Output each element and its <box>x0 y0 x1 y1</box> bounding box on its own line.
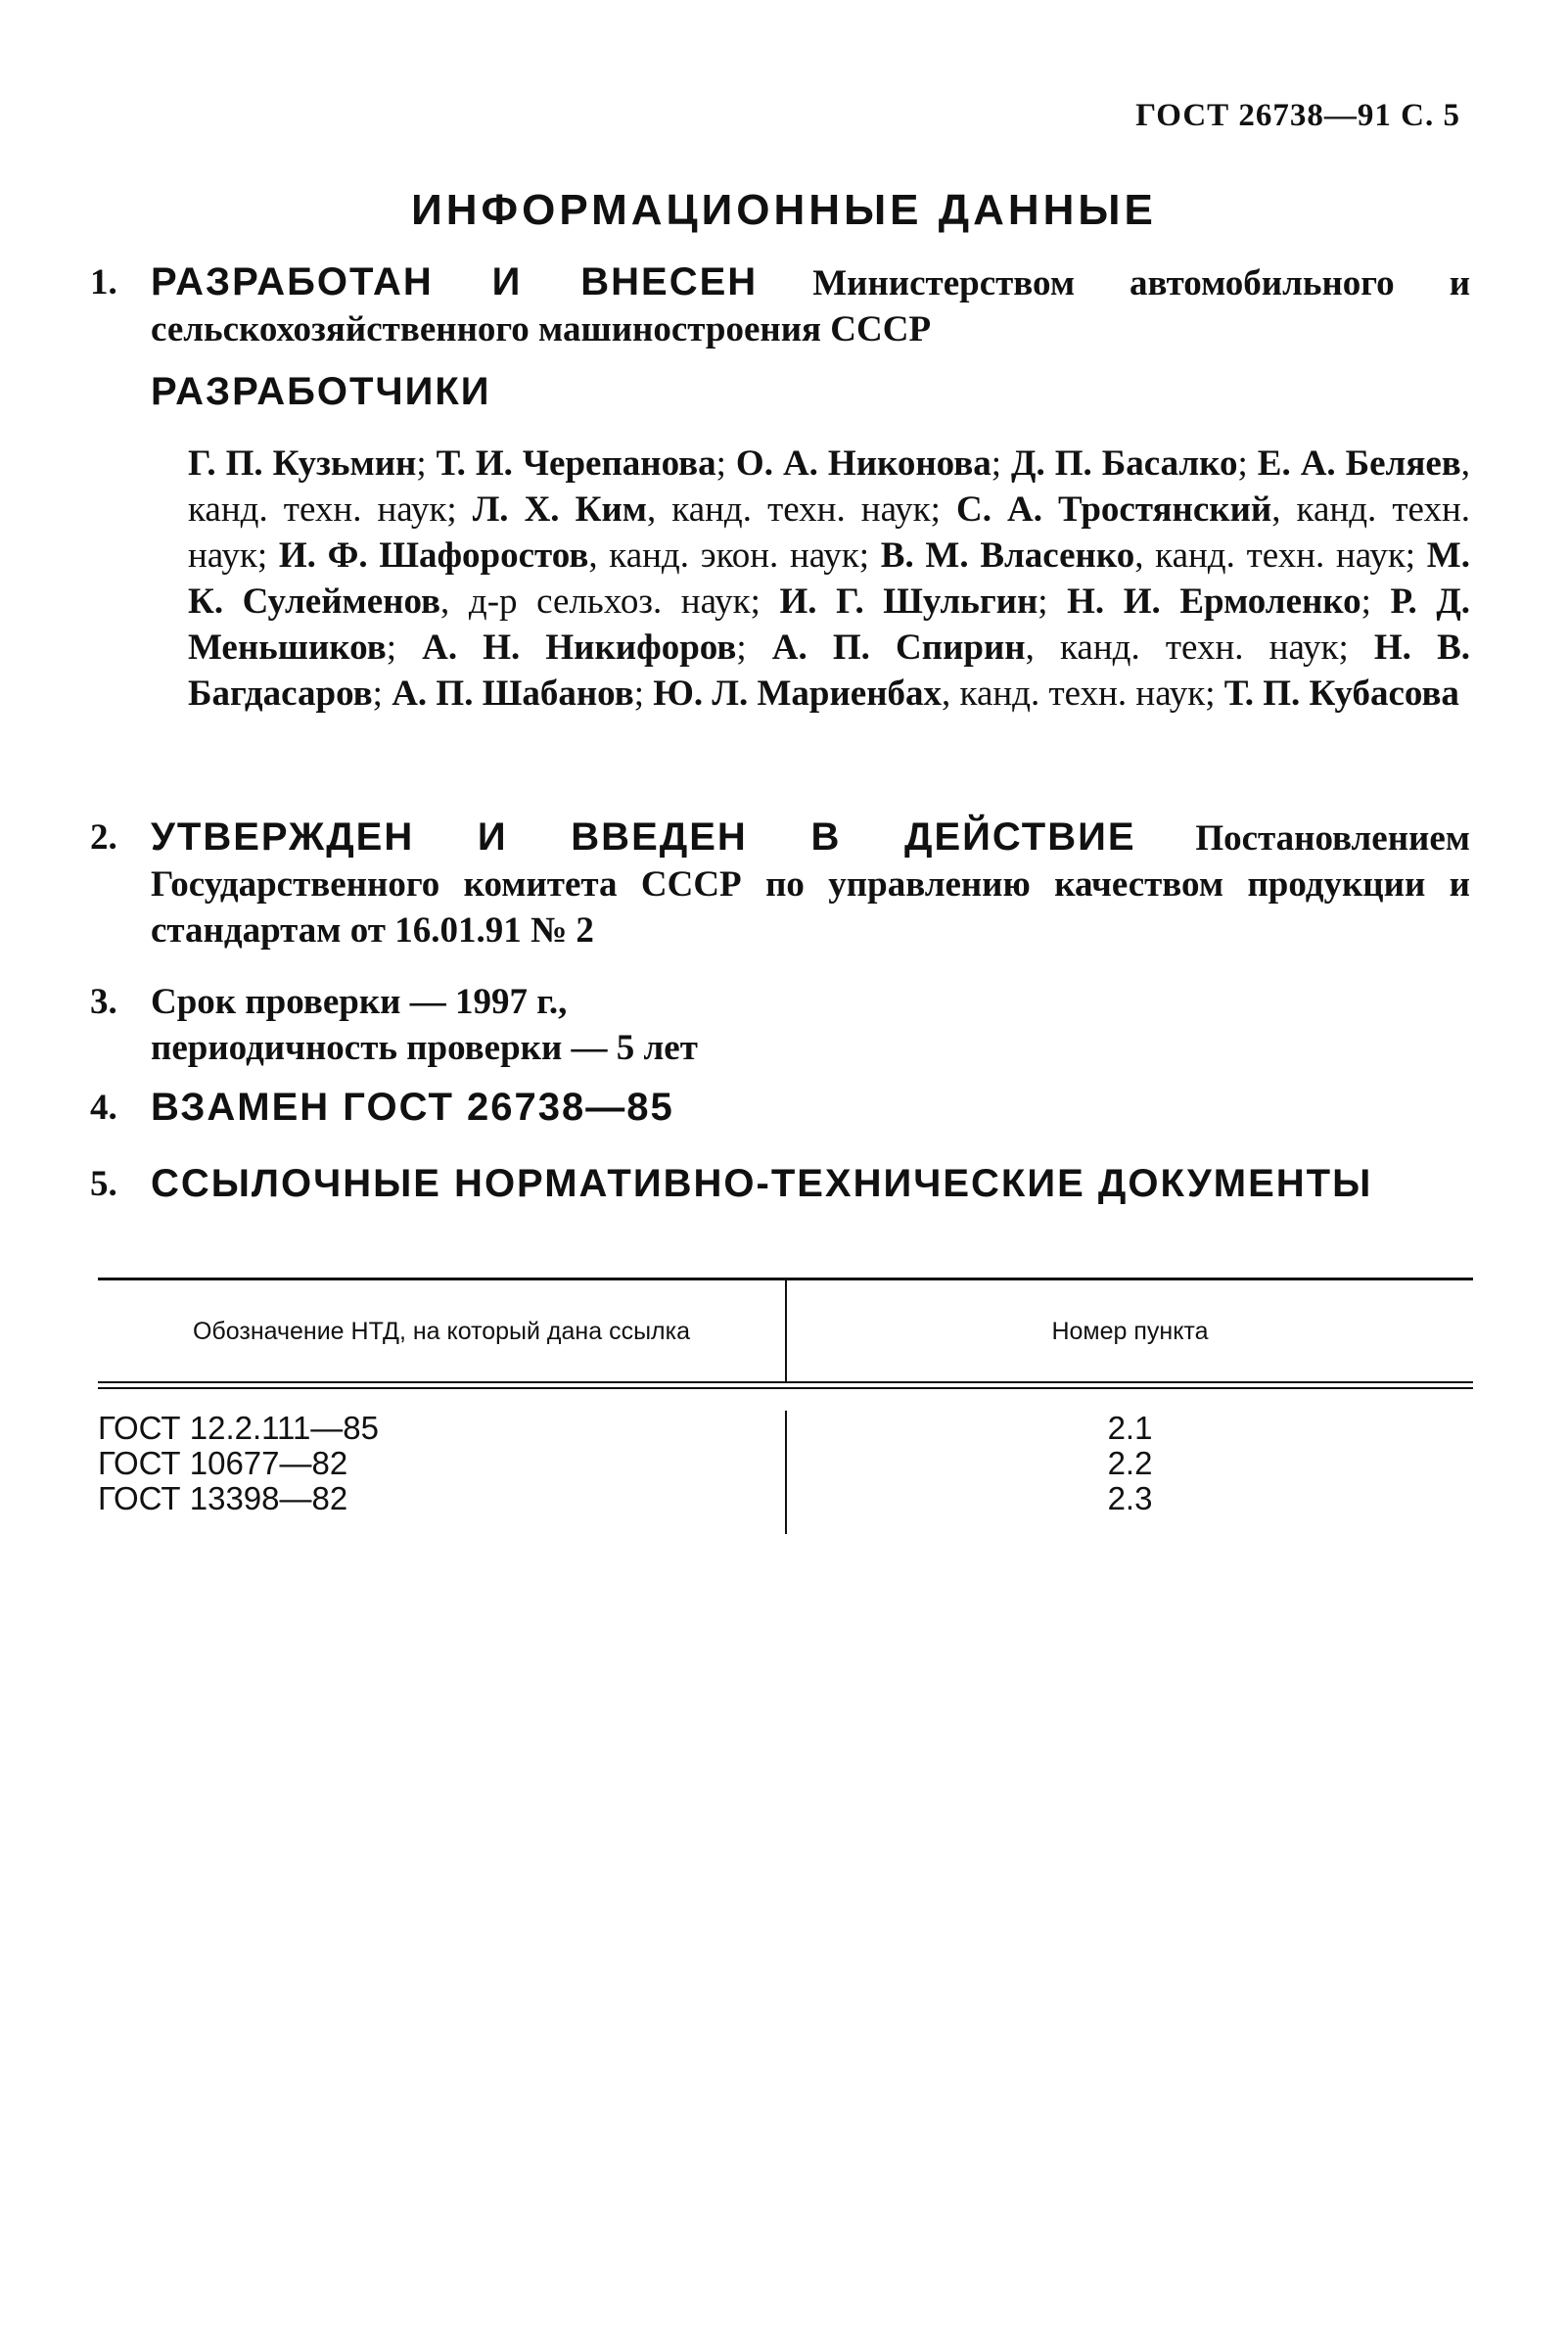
developer-separator: ; <box>446 489 473 530</box>
developer-separator: ; <box>1237 443 1258 484</box>
page-header: ГОСТ 26738—91 С. 5 <box>1135 98 1460 133</box>
item-3 <box>90 979 1470 1071</box>
developers-heading: РАЗРАБОТЧИКИ <box>151 370 491 413</box>
item-line: Срок проверки — 1997 г., <box>151 982 568 1022</box>
column-header-clause: Номер пункта <box>1051 1317 1209 1345</box>
item-heading: УТВЕРЖДЕН И ВВЕДЕН В ДЕЙСТВИЕ <box>151 815 1136 859</box>
item-number: 5. <box>90 1164 117 1204</box>
item-1 <box>90 259 1470 352</box>
developer-name: С. А. Тростянский <box>955 489 1272 530</box>
developer-separator: ; <box>991 443 1012 484</box>
item-5 <box>90 1161 1470 1208</box>
table-cell: ГОСТ 10677—82 <box>98 1445 348 1481</box>
developer-name: Р. Д. Меньшиков <box>188 581 1471 668</box>
developer-name: Г. П. Кузьмин <box>188 443 417 484</box>
table-body <box>98 1389 1473 1534</box>
developer-name: И. Г. Шульгин <box>779 581 1038 622</box>
item-heading: РАЗРАБОТАН И ВНЕСЕН <box>151 260 759 303</box>
developer-name: Ю. Л. Мариенбах <box>653 674 943 714</box>
developer-separator: ; <box>750 581 780 622</box>
table-header <box>98 1280 1473 1381</box>
developer-name: В. М. Власенко <box>880 535 1135 576</box>
item-body <box>151 814 1470 953</box>
developer-name: О. А. Никонова <box>735 443 992 484</box>
reference-table <box>98 1278 1473 1534</box>
table-cell: ГОСТ 13398—82 <box>98 1480 348 1516</box>
developer-separator: ; <box>736 628 772 668</box>
developer-name: Н. И. Ермоленко <box>1067 581 1361 622</box>
developer-degree: , канд. экон. наук <box>588 535 859 576</box>
item-line: периодичность проверки — 5 лет <box>151 1028 698 1068</box>
developer-name: Н. В. Багдасаров <box>188 628 1470 714</box>
developer-name: Т. П. Кубасова <box>1223 674 1459 714</box>
item-text: Постановлением Государственного комитета СССР по управлению качеством продукции и стандартам от 16.01.91 № 2 <box>151 818 1470 951</box>
table-column-clause <box>787 1411 1473 1534</box>
developer-name: А. Н. Никифоров <box>422 628 737 668</box>
developer-name: Л. Х. Ким <box>472 489 647 530</box>
developer-name: Т. И. Черепанова <box>436 443 716 484</box>
table-column-designation <box>98 1411 787 1534</box>
item-body <box>151 259 1470 352</box>
developer-name: А. П. Спирин <box>771 628 1026 668</box>
developer-degree: , канд. техн. наук <box>188 443 1470 530</box>
developer-separator: ; <box>1038 581 1068 622</box>
developer-degree: , канд. техн. наук <box>646 489 931 530</box>
table-cell: 2.2 <box>1107 1445 1153 1481</box>
item-heading: ВЗАМЕН ГОСТ 26738—85 <box>151 1086 674 1129</box>
developers-list <box>188 441 1470 717</box>
developer-separator: ; <box>1338 628 1374 668</box>
item-4 <box>90 1085 1470 1132</box>
developer-degree: , канд. техн. наук <box>1134 535 1406 576</box>
developer-degree: , канд. техн. наук <box>942 674 1206 714</box>
item-number: 3. <box>90 982 117 1022</box>
item-text: Министерством автомобильного и сельскохозяйственного машиностроения СССР <box>151 263 1471 349</box>
table-cell: 2.1 <box>1107 1410 1153 1446</box>
item-2 <box>90 814 1470 953</box>
developer-separator: ; <box>633 674 654 714</box>
developer-name: Е. А. Беляев <box>1257 443 1461 484</box>
item-number: 2. <box>90 817 117 858</box>
table-cell: ГОСТ 12.2.111—85 <box>98 1410 380 1446</box>
item-body <box>151 1085 1470 1132</box>
developer-degree: , канд. техн. наук <box>188 489 1470 576</box>
developer-separator: ; <box>858 535 881 576</box>
document-title: ИНФОРМАЦИОННЫЕ ДАННЫЕ <box>411 186 1157 234</box>
item-body <box>151 1161 1470 1208</box>
item-body <box>151 979 1470 1071</box>
item-heading: ССЫЛОЧНЫЕ НОРМАТИВНО-ТЕХНИЧЕСКИЕ ДОКУМЕНТЫ <box>151 1162 1373 1205</box>
developer-separator: ; <box>256 535 279 576</box>
table-cell: 2.3 <box>1107 1480 1153 1516</box>
developer-name: Д. П. Басалко <box>1011 443 1238 484</box>
developer-separator: ; <box>372 674 392 714</box>
developer-separator: ; <box>715 443 736 484</box>
developer-name: И. Ф. Шафоростов <box>278 535 589 576</box>
item-number: 1. <box>90 262 117 302</box>
developer-degree: , д-р сельхоз. наук <box>440 581 751 622</box>
table-header-rule <box>98 1381 1473 1389</box>
developer-separator: ; <box>1205 674 1224 714</box>
developer-separator: ; <box>1405 535 1427 576</box>
developer-separator: ; <box>930 489 956 530</box>
developer-separator: ; <box>416 443 437 484</box>
developer-degree: , канд. техн. наук <box>1025 628 1339 668</box>
developer-name: А. П. Шабанов <box>392 674 634 714</box>
developer-separator: ; <box>1360 581 1391 622</box>
item-number: 4. <box>90 1088 117 1128</box>
developer-name: М. К. Сулейменов <box>188 535 1470 622</box>
developer-separator: ; <box>386 628 423 668</box>
column-header-designation: Обозначение НТД, на который дана ссылка <box>98 1280 787 1381</box>
